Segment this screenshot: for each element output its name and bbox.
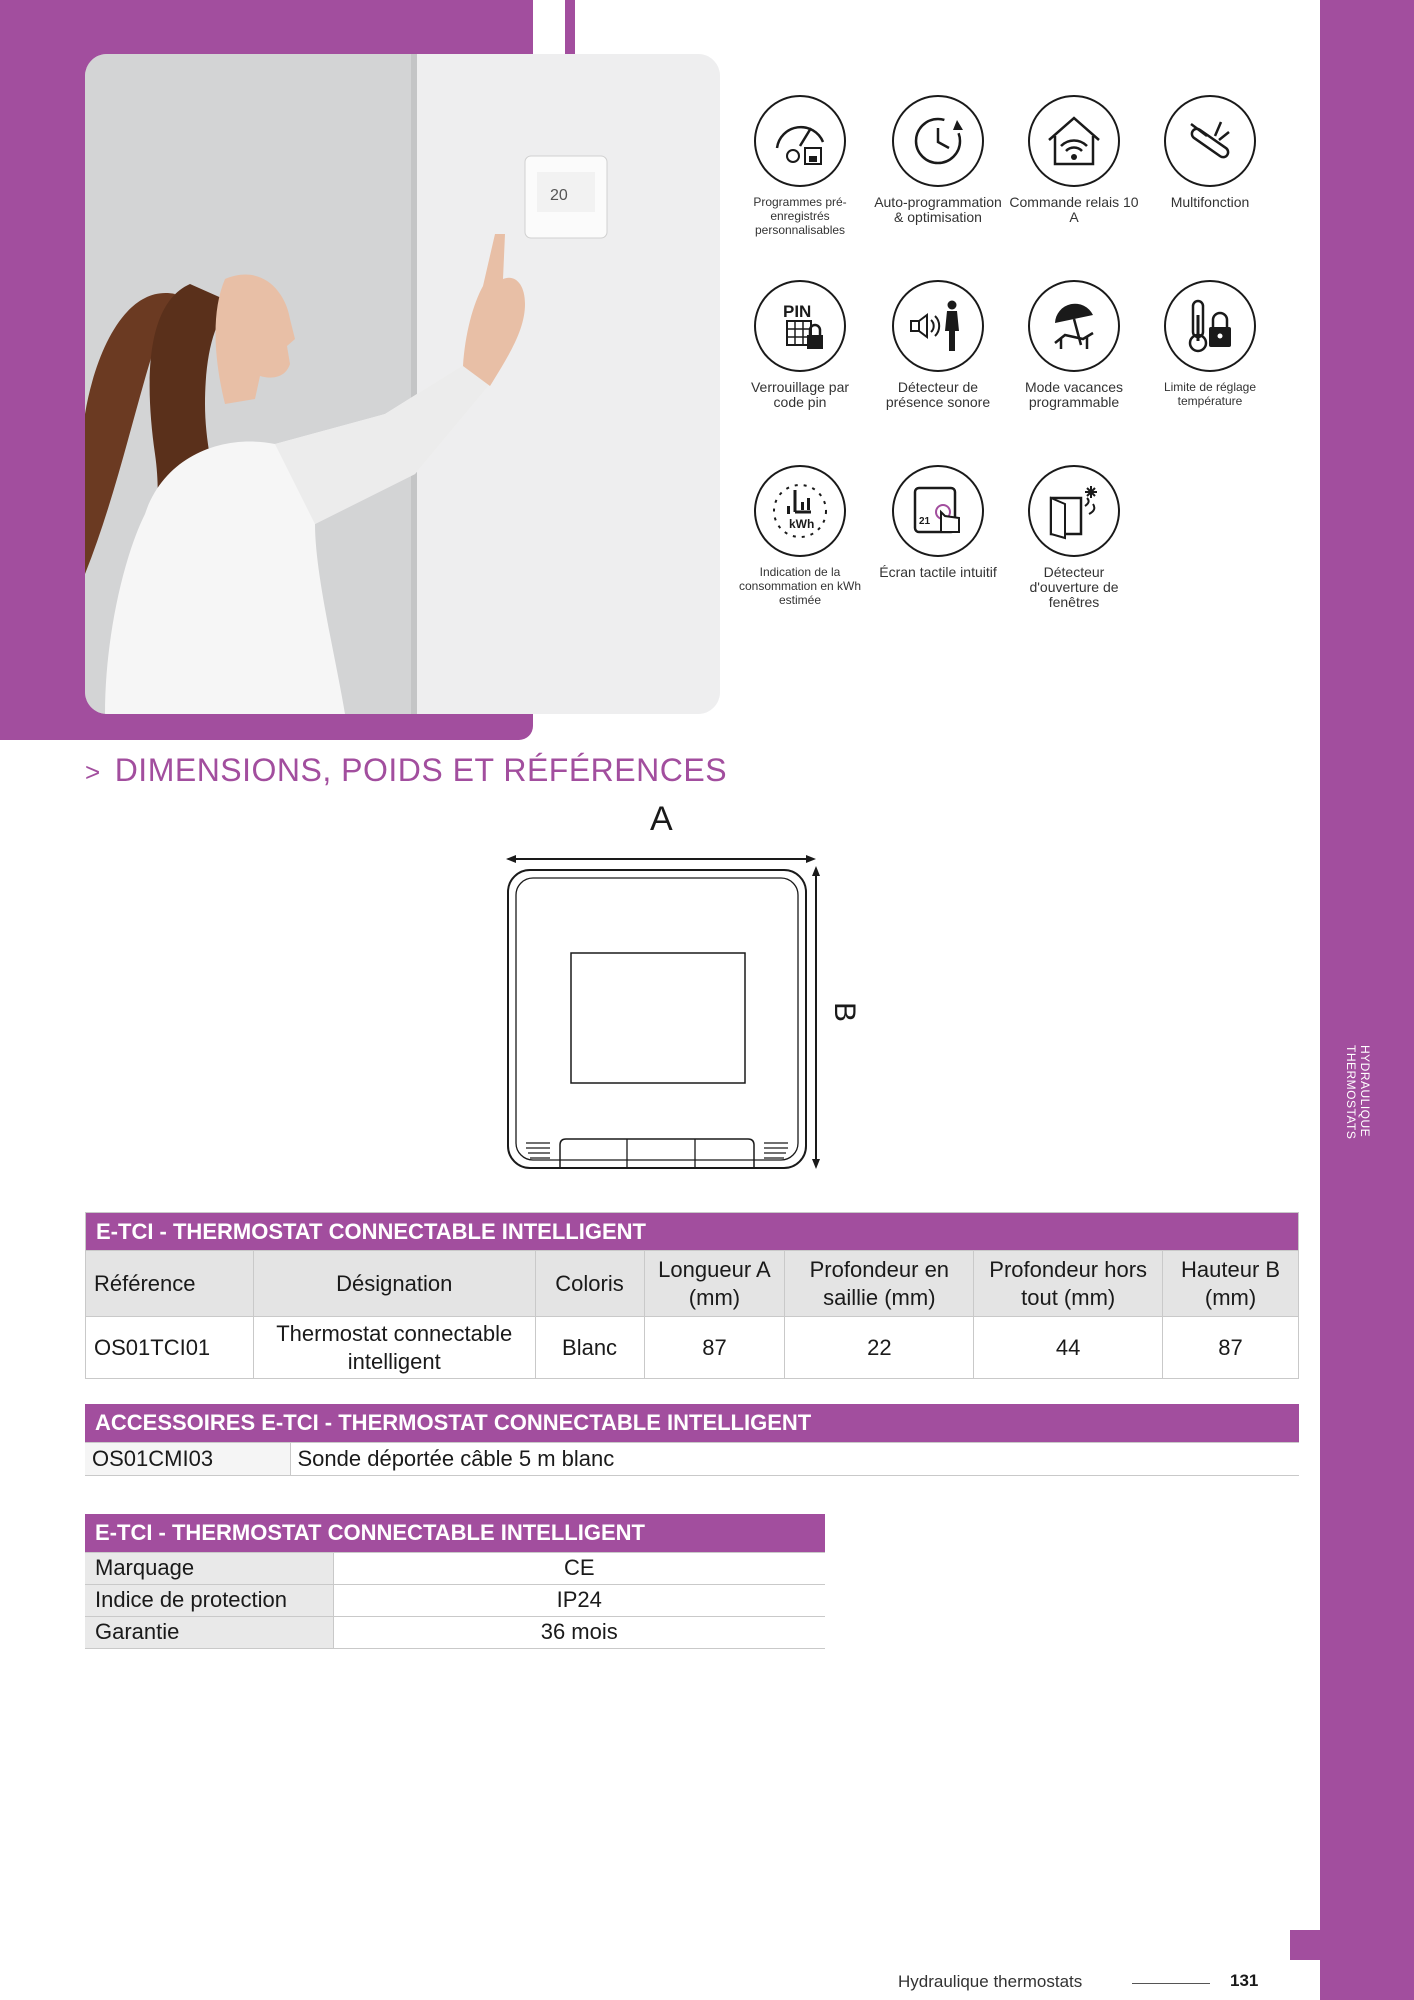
spec-key: Garantie [85,1616,333,1648]
kwh-clock-icon [754,465,846,557]
footer-section-name: Hydraulique thermostats [898,1972,1083,1991]
gauge-floppy-icon [754,95,846,187]
feature-label: Détecteur d'ouverture de fenêtres [1029,564,1119,610]
table-row [85,1616,825,1648]
table-cell: 22 [785,1317,974,1379]
feature-item [873,280,1003,410]
table-cell: OS01CMI03 [85,1442,290,1475]
feature-item [1009,280,1139,410]
column-header: Profondeur hors tout (mm) [974,1251,1163,1317]
table-cell: OS01TCI01 [86,1317,254,1379]
touch-screen-icon [892,465,984,557]
spec-value: IP24 [333,1584,825,1616]
footer-divider [1132,1983,1210,1984]
accessories-table-title: ACCESSOIRES E-TCI - THERMOSTAT CONNECTABLE INTELLIGENT [85,1404,1299,1442]
pin-lock-icon [754,280,846,372]
side-magenta-band [1320,0,1414,2000]
footer-tab [1290,1930,1320,1960]
column-header: Hauteur B (mm) [1163,1251,1299,1317]
accessories-table [85,1404,1299,1476]
spec-key: Marquage [85,1552,333,1584]
feature-item [735,95,865,237]
touch-icon-text: 21 [919,516,931,527]
feature-item [873,95,1003,225]
feature-label: Programmes pré-enregistrés personnalisables [753,195,847,237]
table-cell: 87 [1163,1317,1299,1379]
specs-table-title: E-TCI - THERMOSTAT CONNECTABLE INTELLIGENT [85,1514,825,1552]
feature-item [1145,280,1275,408]
column-header: Désignation [253,1251,535,1317]
table-cell: 44 [974,1317,1163,1379]
column-header: Profondeur en saillie (mm) [785,1251,974,1317]
feature-item [735,280,865,410]
dimension-label-a: A [650,800,673,838]
house-wifi-icon [1028,95,1120,187]
table-row [86,1317,1299,1379]
table-cell: 87 [644,1317,785,1379]
feature-label: Indication de la consommation en kWh estimée [738,565,862,607]
page-number: 131 [1230,1971,1259,1990]
feature-item [1145,95,1275,210]
window-snow-icon [1028,465,1120,557]
thermostat-screen-value: 20 [550,187,568,204]
side-section-label [1342,1045,1372,1139]
dimension-label-b: B [828,1002,861,1023]
column-header: Longueur A (mm) [644,1251,785,1317]
feature-label: Auto-programmation & optimisation [874,194,1002,225]
feature-label: Mode vacances programmable [1024,379,1124,410]
table-row [85,1584,825,1616]
multitool-icon [1164,95,1256,187]
auto-clock-icon [892,95,984,187]
product-photo [85,54,720,714]
section-title-text: DIMENSIONS, POIDS ET RÉFÉRENCES [114,752,728,788]
feature-label: Commande relais 10 A [1009,194,1139,225]
spec-value: 36 mois [333,1616,825,1648]
presence-sound-icon [892,280,984,372]
table-cell: Sonde déportée câble 5 m blanc [290,1442,1299,1475]
feature-label: Verrouillage par code pin [750,379,850,410]
product-table [85,1212,1299,1379]
feature-item [1009,95,1139,225]
product-table-title: E-TCI - THERMOSTAT CONNECTABLE INTELLIGENT [86,1213,1299,1251]
top-magenta-stripe [565,0,575,55]
feature-label: Multifonction [1170,194,1250,210]
table-cell: Blanc [535,1317,644,1379]
table-row [85,1442,1299,1475]
feature-item [873,465,1003,580]
feature-label: Limite de réglage température [1163,380,1257,408]
feature-item [1009,465,1139,610]
column-header: Référence [86,1251,254,1317]
specs-table [85,1514,825,1649]
kwh-icon-text: kWh [789,517,815,531]
spec-value: CE [333,1552,825,1584]
chevron-right-icon: > [85,757,101,787]
feature-label: Écran tactile intuitif [879,564,997,580]
top-band-gap [533,0,565,55]
dimension-drawing [490,795,890,1185]
thermometer-lock-icon [1164,280,1256,372]
table-row [85,1552,825,1584]
beach-umbrella-icon [1028,280,1120,372]
side-label-line-2: THERMOSTATS [1344,1045,1358,1140]
spec-key: Indice de protection [85,1584,333,1616]
feature-item [735,465,865,607]
section-title [85,752,727,789]
column-header: Coloris [535,1251,644,1317]
side-label-line-1: HYDRAULIQUE [1358,1045,1372,1138]
pin-icon-text: PIN [783,302,812,321]
feature-label: Détecteur de présence sonore [885,379,991,410]
table-cell: Thermostat connectable intelligent [253,1317,535,1379]
